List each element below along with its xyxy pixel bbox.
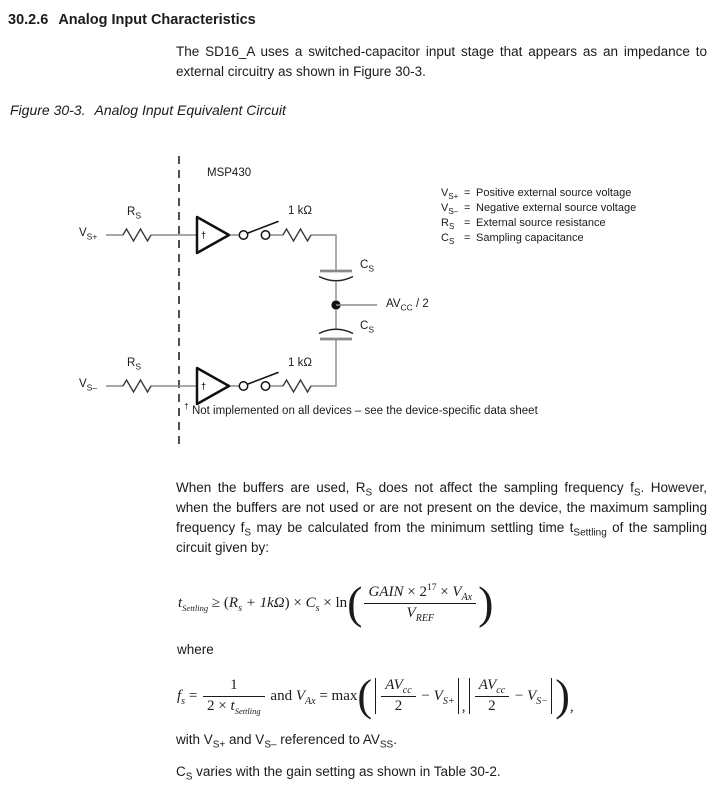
eq-token: V bbox=[452, 584, 462, 600]
legend-sym-sub: S bbox=[448, 222, 455, 232]
eq-numerator bbox=[203, 677, 265, 697]
eq-sub: Ax bbox=[305, 695, 316, 707]
capacitor-cs-top-curved-plate bbox=[319, 277, 353, 281]
body-run: with V bbox=[176, 732, 213, 747]
legend-desc: External source resistance bbox=[476, 217, 606, 229]
eq-big-paren: ) bbox=[555, 671, 570, 721]
body-run: may be calculated from the minimum settling time t bbox=[251, 520, 574, 535]
eq-paren: ( bbox=[223, 594, 229, 611]
legend-equals: = bbox=[464, 202, 471, 214]
avcc-tail: / 2 bbox=[412, 298, 429, 310]
eq-trailing-comma: , bbox=[569, 698, 574, 715]
eq-token: AV bbox=[478, 677, 497, 693]
equation-settling-time bbox=[178, 574, 493, 632]
vs-plus-sub: S+ bbox=[86, 231, 98, 242]
eq-denominator bbox=[381, 697, 415, 715]
legend-sym-base: V bbox=[441, 187, 449, 199]
eq-token: V bbox=[433, 687, 443, 704]
cs-sub: S bbox=[368, 324, 374, 335]
body-run: When the buffers are used, R bbox=[176, 480, 366, 495]
figure-caption bbox=[10, 102, 286, 118]
body-sub: S– bbox=[264, 739, 277, 751]
body-run: . bbox=[393, 732, 397, 747]
eq-sub: s bbox=[181, 695, 186, 707]
body-sub: S bbox=[633, 487, 641, 499]
footnote-text: Not implemented on all devices – see the device-specific data sheet bbox=[191, 405, 538, 417]
legend-desc: Sampling capacitance bbox=[476, 232, 584, 244]
legend-sym-sub: S+ bbox=[448, 192, 459, 202]
eq-fraction bbox=[364, 584, 476, 622]
legend-row bbox=[441, 186, 636, 201]
eq-token: t bbox=[178, 594, 183, 611]
eq-exponent: 17 bbox=[426, 583, 437, 593]
eq-denominator bbox=[203, 697, 265, 715]
dagger-top bbox=[201, 230, 206, 240]
eq-abs-bar bbox=[458, 678, 459, 714]
eq-sub: Settling bbox=[182, 603, 209, 613]
eq-numerator bbox=[381, 677, 415, 697]
eq-function-max: max bbox=[331, 687, 358, 704]
eq-operator: × bbox=[403, 584, 420, 600]
legend-equals: = bbox=[464, 187, 471, 199]
section-heading bbox=[8, 12, 256, 28]
vs-minus-base: V bbox=[79, 378, 87, 390]
eq-fraction bbox=[475, 677, 509, 715]
msp430-text: MSP430 bbox=[207, 167, 252, 179]
r1k-text: 1 kΩ bbox=[288, 205, 312, 217]
label-1k-bottom bbox=[288, 357, 312, 369]
resistor-1k-top bbox=[283, 229, 311, 241]
legend-sym-base: V bbox=[441, 202, 449, 214]
capacitor-cs-bottom-curved-plate bbox=[319, 329, 353, 333]
r1k-text: 1 kΩ bbox=[288, 357, 312, 369]
eq-sub: S+ bbox=[442, 695, 455, 707]
resistor-rs-top bbox=[123, 229, 151, 241]
eq-operator: − bbox=[417, 687, 434, 704]
legend-symbol bbox=[441, 231, 464, 246]
figure-caption-label: Figure 30-3. bbox=[10, 102, 86, 118]
eq-token: 2 bbox=[488, 698, 496, 714]
intro-text: The SD16_A uses a switched-capacitor input stage that appears as an impedance to external circuitry as shown in Figure 30-3. bbox=[176, 44, 707, 79]
rs-sub: S bbox=[135, 361, 141, 372]
eq-token: R bbox=[228, 594, 239, 611]
dagger-bottom bbox=[201, 381, 206, 391]
switch-contact-bottom-left bbox=[239, 382, 247, 390]
body-run: . However, when the buffers are not used or are not present on the device, the maximum sampling frequency f bbox=[176, 480, 707, 535]
eq-token: f bbox=[177, 687, 182, 704]
paragraph-cs-gain bbox=[176, 762, 707, 782]
eq-numerator bbox=[475, 677, 509, 697]
eq-sub: Ax bbox=[461, 592, 473, 603]
body-run: referenced to AV bbox=[276, 732, 380, 747]
legend-desc: Negative external source voltage bbox=[476, 202, 637, 214]
eq-operator: 2 × bbox=[207, 698, 231, 714]
eq-sub: cc bbox=[496, 685, 506, 696]
dagger-glyph: † bbox=[201, 230, 207, 240]
label-vs-plus bbox=[79, 227, 98, 242]
eq-token: 1 bbox=[230, 677, 238, 693]
eq-big-paren: ( bbox=[347, 577, 363, 629]
eq-and: and bbox=[266, 687, 296, 704]
vs-minus-sub: S– bbox=[86, 382, 98, 393]
eq-operator: × bbox=[436, 584, 453, 600]
body-run: of the sampling circuit given by: bbox=[176, 520, 707, 555]
eq-sub: s bbox=[315, 602, 320, 614]
body-sub: S bbox=[365, 487, 373, 499]
eq-operator: × bbox=[289, 594, 306, 611]
body-run: C bbox=[176, 764, 186, 779]
legend-row bbox=[441, 201, 636, 216]
eq-paren: ) bbox=[284, 594, 290, 611]
label-cs-top bbox=[360, 259, 374, 274]
paragraph-reference-avss bbox=[176, 730, 707, 750]
eq-denominator bbox=[364, 604, 476, 622]
eq-token: V bbox=[527, 687, 537, 704]
legend-symbol bbox=[441, 186, 464, 201]
body-paragraph-sampling bbox=[176, 478, 707, 558]
vs-plus-base: V bbox=[79, 227, 87, 239]
body-sub: S bbox=[244, 527, 252, 539]
avcc-base: AV bbox=[386, 298, 401, 310]
section-number: 30.2.6 bbox=[8, 12, 49, 28]
resistor-1k-bottom bbox=[283, 380, 311, 392]
body-run: varies with the gain setting as shown in Table 30-2. bbox=[192, 764, 501, 779]
footnote-dagger: † bbox=[184, 401, 189, 412]
body-sub: S+ bbox=[212, 739, 226, 751]
label-msp430 bbox=[207, 167, 251, 179]
section-title: Analog Input Characteristics bbox=[58, 12, 256, 28]
body-sub: S bbox=[185, 771, 193, 783]
eq-token: GAIN bbox=[368, 584, 404, 600]
eq-operator: = bbox=[315, 687, 332, 704]
figure-caption-title: Analog Input Equivalent Circuit bbox=[94, 102, 286, 118]
label-rs-bottom bbox=[127, 357, 141, 372]
eq-sub: S− bbox=[536, 695, 549, 707]
eq-abs-bar bbox=[375, 678, 376, 714]
dagger-glyph: † bbox=[201, 381, 207, 391]
eq-abs-bar bbox=[469, 678, 470, 714]
eq-sub: REF bbox=[415, 613, 435, 624]
where-text: where bbox=[177, 642, 214, 657]
rs-base: R bbox=[127, 357, 136, 369]
legend-sym-sub: S bbox=[448, 237, 455, 247]
eq-sub: s bbox=[238, 602, 242, 614]
legend-row bbox=[441, 216, 636, 231]
avcc-sub: CC bbox=[400, 302, 413, 313]
figure-footnote bbox=[184, 401, 538, 417]
eq-sub: cc bbox=[402, 685, 412, 696]
eq-function-ln: ln bbox=[335, 594, 348, 611]
eq-big-paren: ( bbox=[357, 671, 373, 721]
where-label bbox=[177, 642, 214, 657]
label-rs-top bbox=[127, 206, 141, 221]
eq-fraction bbox=[203, 677, 265, 715]
eq-abs-bar bbox=[551, 678, 552, 714]
eq-operator: − bbox=[511, 687, 528, 704]
legend-desc: Positive external source voltage bbox=[476, 187, 632, 199]
body-sub: Settling bbox=[573, 527, 607, 539]
cs-base: C bbox=[360, 259, 369, 271]
legend-symbol bbox=[441, 216, 464, 231]
legend-symbol bbox=[441, 201, 464, 216]
eq-fraction bbox=[381, 677, 415, 715]
legend-sym-sub: S– bbox=[448, 207, 459, 217]
body-sub: SS bbox=[379, 739, 394, 751]
eq-token: AV bbox=[385, 677, 403, 693]
figure-legend bbox=[441, 186, 636, 246]
eq-big-paren: ) bbox=[478, 577, 494, 629]
body-run: and V bbox=[225, 732, 265, 747]
legend-sym-base: R bbox=[441, 217, 449, 229]
eq-numerator bbox=[364, 584, 476, 604]
eq-operator: = bbox=[185, 687, 202, 704]
switch-contact-top-right bbox=[261, 231, 269, 239]
legend-sym-base: C bbox=[441, 232, 449, 244]
eq-token: C bbox=[305, 594, 316, 611]
eq-operator: × bbox=[319, 594, 336, 611]
legend-row bbox=[441, 231, 636, 246]
eq-denominator bbox=[475, 697, 509, 715]
label-avcc-half bbox=[386, 298, 429, 313]
label-vs-minus bbox=[79, 378, 98, 393]
rs-base: R bbox=[127, 206, 136, 218]
eq-sub: Settling bbox=[234, 706, 261, 716]
switch-contact-bottom-right bbox=[261, 382, 269, 390]
eq-token: 2 bbox=[394, 698, 403, 714]
eq-token: V bbox=[295, 687, 306, 704]
equation-sampling-frequency bbox=[177, 666, 574, 726]
legend-equals: = bbox=[464, 232, 471, 244]
eq-relation: ≥ bbox=[208, 594, 224, 611]
eq-comma: , bbox=[461, 698, 466, 715]
legend-equals: = bbox=[464, 217, 471, 229]
intro-paragraph bbox=[176, 42, 707, 82]
resistor-rs-bottom bbox=[123, 380, 151, 392]
label-1k-top bbox=[288, 205, 312, 217]
label-cs-bottom bbox=[360, 320, 374, 335]
cs-base: C bbox=[360, 320, 369, 332]
rs-sub: S bbox=[135, 210, 141, 221]
cs-sub: S bbox=[368, 263, 374, 274]
switch-contact-top-left bbox=[239, 231, 247, 239]
eq-token: + 1kΩ bbox=[241, 594, 285, 611]
eq-token: t bbox=[230, 698, 235, 714]
eq-token: 2 bbox=[419, 584, 427, 600]
body-run: does not affect the sampling frequency f bbox=[372, 480, 634, 495]
eq-token: V bbox=[406, 605, 416, 621]
